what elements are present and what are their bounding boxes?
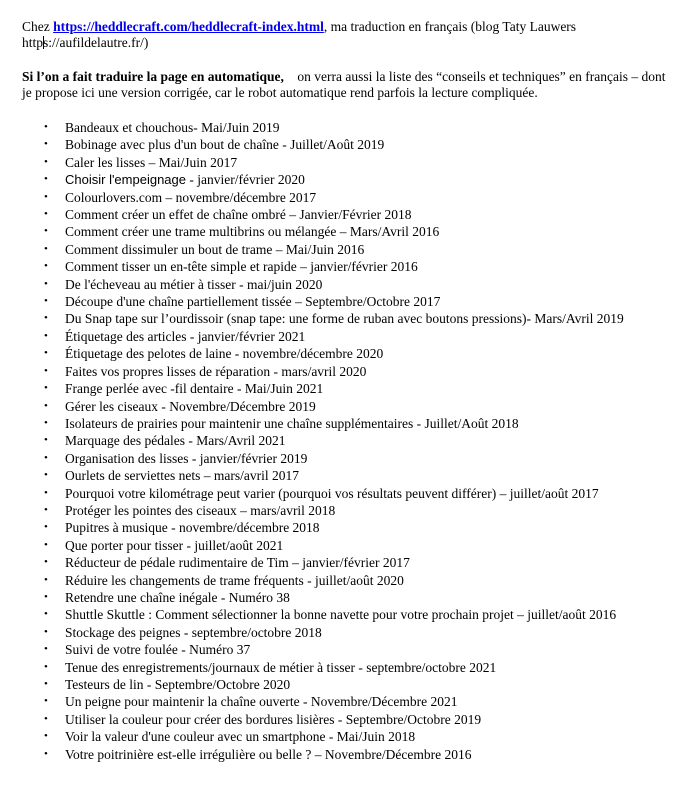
list-item xyxy=(22,415,675,432)
list-item-text: Comment tisser un en-tête simple et rapide – janvier/février 2016 xyxy=(65,259,418,275)
intro-suffix: , ma traduction en français (blog Taty Lauwers xyxy=(323,19,577,34)
list-item-text: Retendre une chaîne inégale - Numéro 38 xyxy=(65,589,290,605)
list-item-text: Votre poitrinière est-elle irrégulière ou belle ? – Novembre/Décembre 2016 xyxy=(65,746,472,762)
bullet-icon: • xyxy=(44,556,48,569)
bullet-icon: • xyxy=(44,138,48,151)
list-item xyxy=(22,241,675,258)
bullet-icon: • xyxy=(44,225,48,238)
bullet-icon: • xyxy=(44,416,48,429)
bullet-icon: • xyxy=(44,486,48,499)
bullet-icon: • xyxy=(44,678,48,690)
list-item xyxy=(22,572,675,589)
list-item xyxy=(22,693,675,710)
intro-paragraph xyxy=(22,19,675,51)
list-item xyxy=(22,119,675,136)
list-item xyxy=(22,432,675,449)
list-item xyxy=(22,136,675,153)
bullet-icon: • xyxy=(44,347,48,360)
list-item xyxy=(22,485,675,502)
list-item xyxy=(22,293,675,310)
list-item-text: De l'écheveau au métier à tisser - mai/juin 2020 xyxy=(65,276,323,292)
bullet-icon: • xyxy=(44,277,48,290)
list-item-text: Un peigne pour maintenir la chaîne ouverte - Novembre/Décembre 2021 xyxy=(65,694,458,710)
list-item-text: Étiquetage des articles - janvier/février 2021 xyxy=(65,328,306,344)
list-item xyxy=(22,519,675,536)
list-item xyxy=(22,154,675,171)
list-item-text: Tenue des enregistrements/journaux de métier à tisser - septembre/octobre 2021 xyxy=(65,659,497,675)
list-item xyxy=(22,189,675,206)
list-item-text: Étiquetage des pelotes de laine - novembre/décembre 2020 xyxy=(65,346,384,362)
info-paragraph xyxy=(22,69,675,101)
list-item xyxy=(22,554,675,571)
bullet-icon: • xyxy=(44,625,48,638)
list-item-text: Que porter pour tisser - juillet/août 2021 xyxy=(65,537,284,553)
tips-list xyxy=(22,119,675,763)
list-item xyxy=(22,398,675,415)
intro-prefix: Chez xyxy=(22,19,54,34)
list-item-text: Organisation des lisses - janvier/février 2019 xyxy=(65,450,308,466)
bullet-icon: • xyxy=(44,469,48,482)
list-item xyxy=(22,223,675,240)
list-item-text: Shuttle Skuttle : Comment sélectionner la bonne navette pour votre prochain projet – juillet/août 2016 xyxy=(65,607,617,623)
bullet-icon: • xyxy=(44,695,48,708)
list-item-text: Choisir l'empeignage xyxy=(65,172,186,188)
list-item-text: Gérer les ciseaux - Novembre/Décembre 2019 xyxy=(65,398,316,414)
bullet-icon: • xyxy=(44,295,48,308)
bullet-icon: • xyxy=(44,747,48,760)
list-item-text: Testeurs de lin - Septembre/Octobre 2020 xyxy=(65,677,291,692)
bullet-icon: • xyxy=(44,608,48,621)
list-item xyxy=(22,310,675,327)
list-item-text: Frange perlée avec -fil dentaire - Mai/Juin 2021 xyxy=(65,381,324,397)
bullet-icon: • xyxy=(44,329,48,342)
list-item-text: Voir la valeur d'une couleur avec un smartphone - Mai/Juin 2018 xyxy=(65,729,416,745)
list-item xyxy=(22,450,675,467)
list-item-text: Comment créer une trame multibrins ou mélangée – Mars/Avril 2016 xyxy=(65,224,440,240)
list-item xyxy=(22,728,675,745)
list-item xyxy=(22,380,675,397)
list-item xyxy=(22,345,675,362)
bullet-icon: • xyxy=(44,399,48,412)
list-item xyxy=(22,537,675,554)
list-item-text: Protéger les pointes des ciseaux – mars/avril 2018 xyxy=(65,502,336,518)
bullet-icon: • xyxy=(44,364,48,377)
info-rest: on verra aussi la liste des “conseils et techniques” en français – dont je propose ici une version corrigée, car le robot automatique rend parfois la lecture compliquée. xyxy=(22,69,669,100)
bullet-icon: • xyxy=(44,730,48,743)
list-item-text: Comment dissimuler un bout de trame – Mai/Juin 2016 xyxy=(65,241,365,257)
list-item-text: Pourquoi votre kilométrage peut varier (pourquoi vos résultats peuvent différer) – juillet/août 2017 xyxy=(65,485,599,501)
list-item xyxy=(22,171,675,188)
list-item xyxy=(22,328,675,345)
list-item-text: Faites vos propres lisses de réparation - mars/avril 2020 xyxy=(65,363,367,379)
list-item-text: Suivi de votre foulée - Numéro 37 xyxy=(65,642,251,658)
bullet-icon: • xyxy=(44,451,48,464)
list-item-text: Colourlovers.com – novembre/décembre 2017 xyxy=(65,189,317,205)
list-item xyxy=(22,206,675,223)
list-item-text: Stockage des peignes - septembre/octobre 2018 xyxy=(65,624,322,640)
list-item-date: - janvier/février 2020 xyxy=(186,172,305,188)
list-item-text: Utiliser la couleur pour créer des bordures lisières - Septembre/Octobre 2019 xyxy=(65,711,482,727)
list-item xyxy=(22,641,675,658)
list-item-text: Bobinage avec plus d'un bout de chaîne - Juillet/Août 2019 xyxy=(65,137,385,153)
list-item xyxy=(22,589,675,606)
bullet-icon: • xyxy=(44,538,48,551)
bullet-icon: • xyxy=(44,434,48,447)
info-bold: Si l’on a fait traduire la page en automatique, xyxy=(22,69,284,84)
list-item-text: Isolateurs de prairies pour maintenir une chaîne supplémentaires - Juillet/Août 2018 xyxy=(65,415,519,431)
list-item xyxy=(22,467,675,484)
bullet-icon: • xyxy=(44,712,48,725)
bullet-icon: • xyxy=(44,382,48,395)
bullet-icon: • xyxy=(44,260,48,273)
list-item xyxy=(22,363,675,380)
bullet-icon: • xyxy=(44,573,48,586)
bullet-icon: • xyxy=(44,660,48,673)
bullet-icon: • xyxy=(44,173,48,186)
list-item-text: Ourlets de serviettes nets – mars/avril 2017 xyxy=(65,468,299,484)
bullet-icon: • xyxy=(44,155,48,168)
bullet-icon: • xyxy=(44,312,48,325)
bullet-icon: • xyxy=(44,503,48,516)
list-item-text: Bandeaux et chouchous- Mai/Juin 2019 xyxy=(65,120,280,135)
heddlecraft-link[interactable]: https://heddlecraft.com/heddlecraft-index.html xyxy=(53,19,324,34)
bullet-icon: • xyxy=(44,643,48,656)
list-item xyxy=(22,624,675,641)
list-item-text: Du Snap tape sur l’ourdissoir (snap tape: une forme de ruban avec boutons pressions)- Mars/Avril 2019 xyxy=(65,311,624,327)
bullet-icon: • xyxy=(44,208,48,221)
list-item xyxy=(22,606,675,623)
list-item-text: Pupitres à musique - novembre/décembre 2018 xyxy=(65,520,320,536)
list-item-text: Réducteur de pédale rudimentaire de Tim – janvier/février 2017 xyxy=(65,555,410,571)
list-item xyxy=(22,746,675,763)
list-item-text: Caler les lisses – Mai/Juin 2017 xyxy=(65,154,238,170)
bullet-icon: • xyxy=(44,590,48,603)
bullet-icon: • xyxy=(44,242,48,255)
list-item xyxy=(22,276,675,293)
list-item xyxy=(22,258,675,275)
bullet-icon: • xyxy=(44,121,48,133)
list-item xyxy=(22,711,675,728)
list-item-text: Découpe d'une chaîne partiellement tissée – Septembre/Octobre 2017 xyxy=(65,294,441,310)
list-item-text: Réduire les changements de trame fréquents - juillet/août 2020 xyxy=(65,572,404,588)
list-item xyxy=(22,502,675,519)
intro-line2a: http xyxy=(22,35,44,50)
bullet-icon: • xyxy=(44,521,48,534)
bullet-icon: • xyxy=(44,190,48,203)
list-item-text: Marquage des pédales - Mars/Avril 2021 xyxy=(65,433,286,449)
list-item xyxy=(22,676,675,693)
list-item-text: Comment créer un effet de chaîne ombré – Janvier/Février 2018 xyxy=(65,207,412,223)
intro-line2b: s://aufildelautre.fr/) xyxy=(43,35,149,50)
list-item xyxy=(22,659,675,676)
